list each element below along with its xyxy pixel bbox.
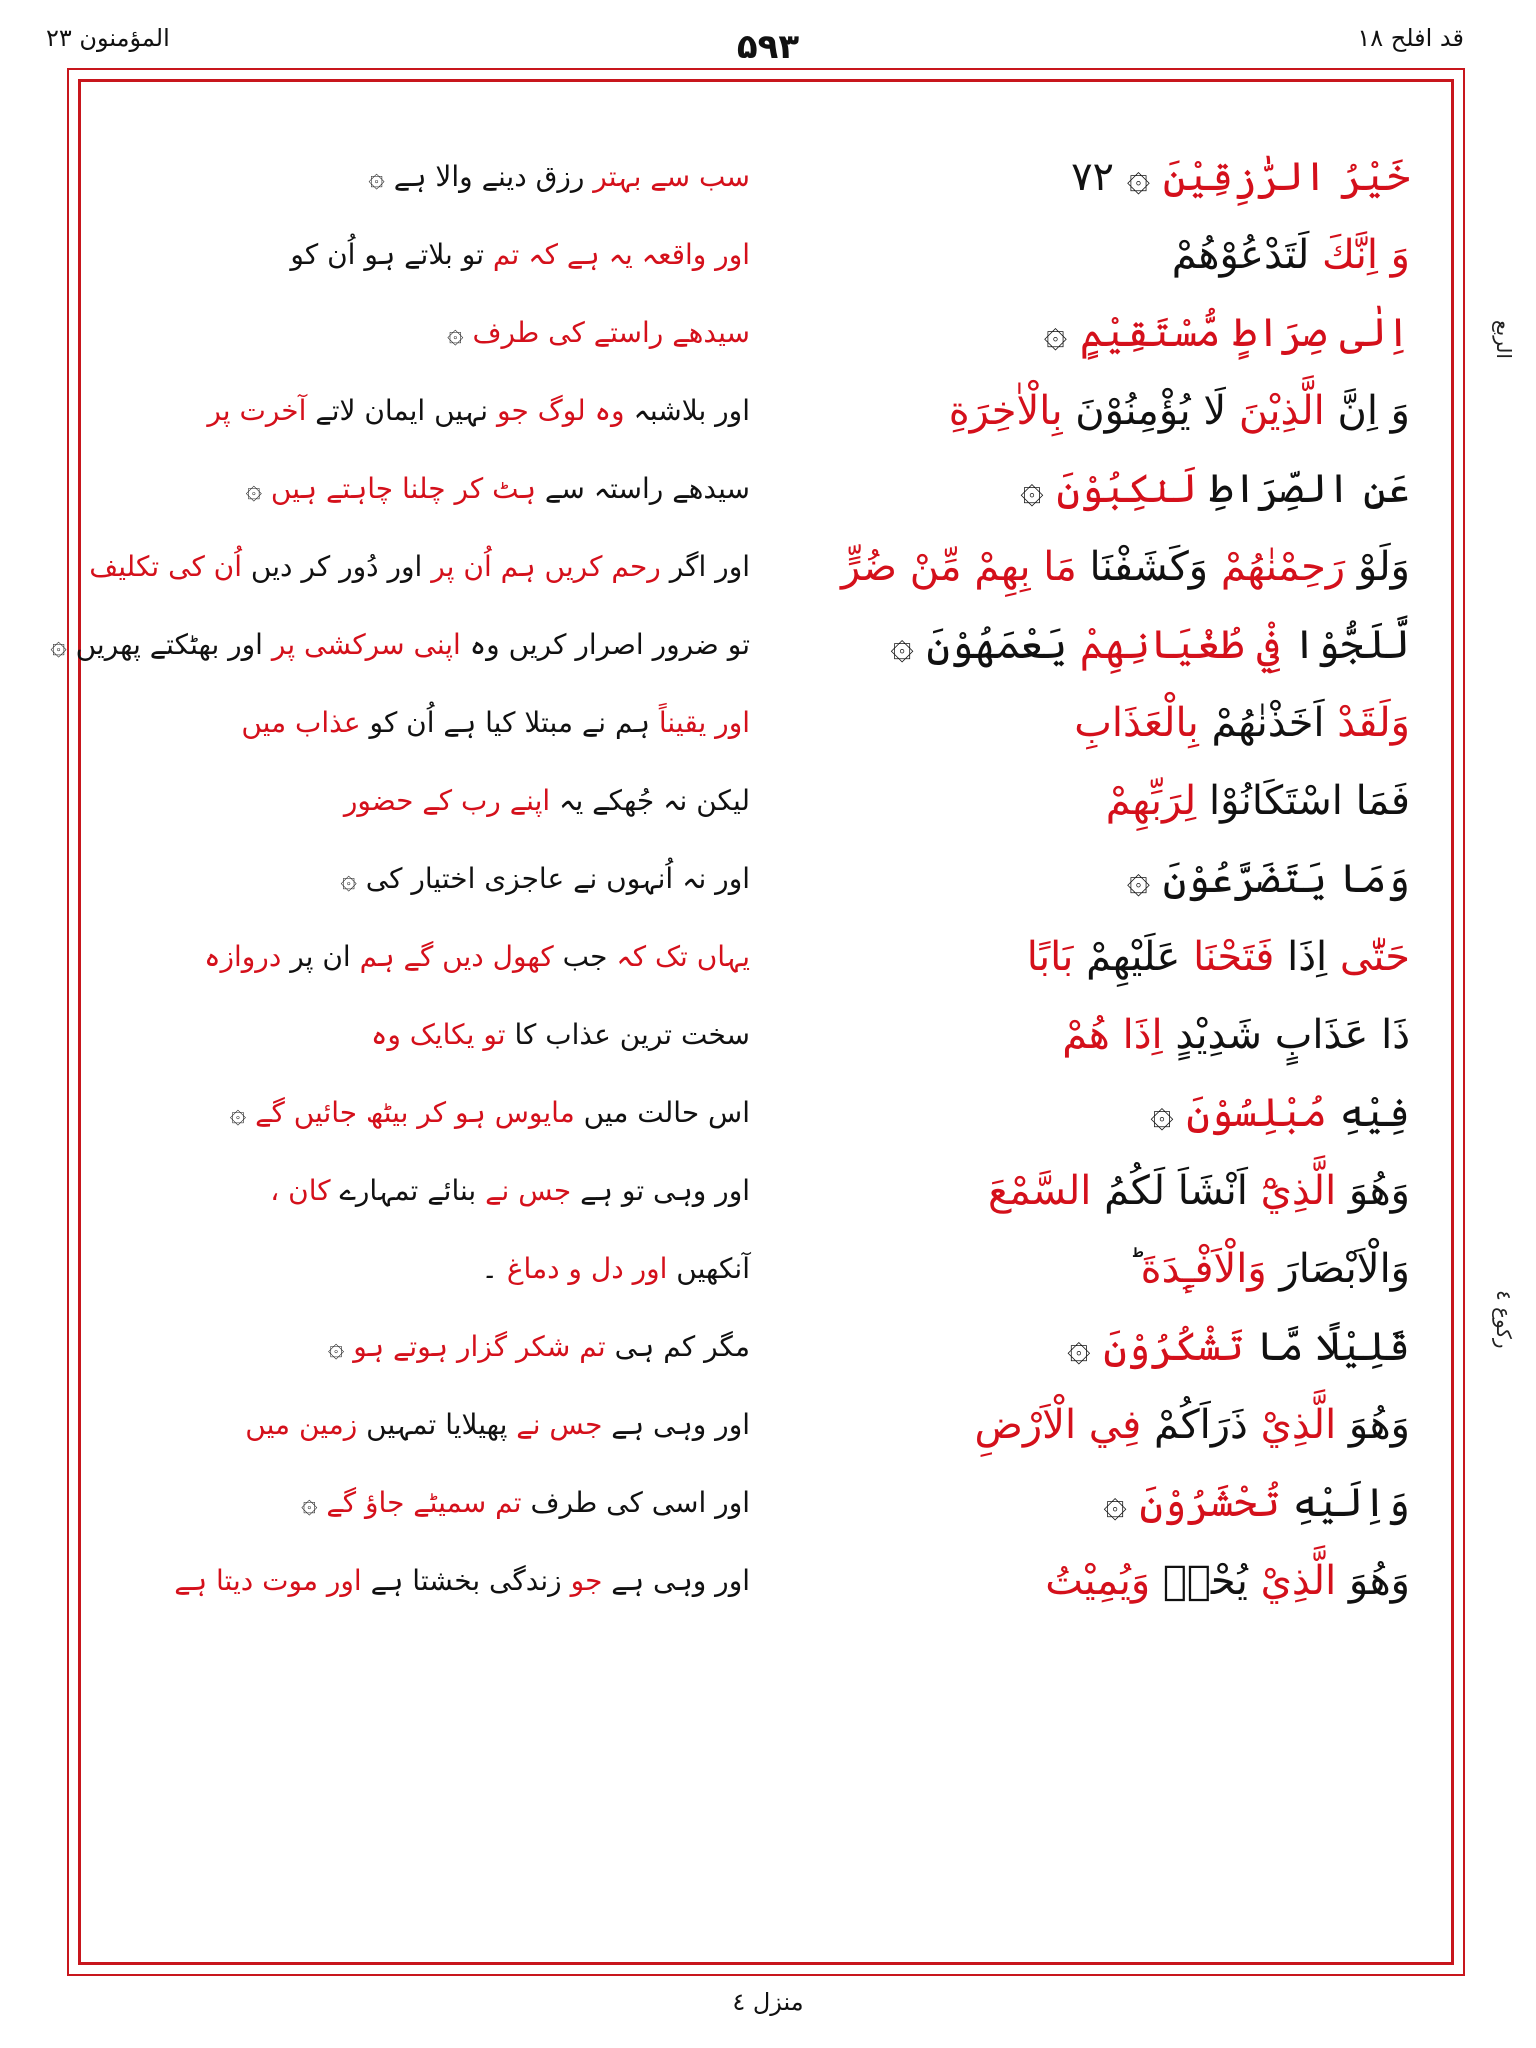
arabic-segment: ۞: [1150, 1090, 1187, 1136]
urdu-segment: اور وہی تو ہے: [571, 1174, 750, 1207]
arabic-segment: فِيْهِ: [1326, 1090, 1410, 1136]
arabic-segment: ؕ: [1127, 1246, 1141, 1292]
arabic-segment: ۞: [1043, 310, 1080, 356]
urdu-translation: [110, 372, 750, 450]
arabic-text: [800, 528, 1410, 606]
arabic-segment: ۞: [1020, 466, 1057, 512]
arabic-segment: اَخَذْنٰهُمْ: [1198, 700, 1338, 746]
urdu-segment: زمین میں: [245, 1408, 358, 1441]
arabic-text: [800, 1386, 1410, 1464]
urdu-segment: اپنی سرکشی پر: [271, 628, 461, 661]
arabic-text: [800, 762, 1410, 840]
urdu-segment: اور وہی ہے: [602, 1564, 750, 1597]
arabic-segment: وَالْاَفْـِٕدَةَ: [1140, 1246, 1267, 1292]
arabic-text: [800, 450, 1410, 528]
urdu-translation: [110, 1542, 750, 1620]
urdu-segment: رزق دینے والا ہے ۞: [368, 160, 594, 193]
header-juz-name: قد افلح ۱۸: [1357, 24, 1464, 52]
verse-row: [89, 528, 1410, 606]
verse-row: [110, 1542, 1410, 1620]
urdu-translation: [110, 918, 750, 996]
urdu-segment: کان ،: [270, 1174, 331, 1207]
arabic-text: [800, 1152, 1410, 1230]
urdu-segment: کھول دیں گے ہم: [359, 940, 554, 973]
arabic-segment: لِرَبِّهِمْ: [1105, 778, 1197, 824]
urdu-segment: اور وہی ہے: [602, 1408, 750, 1441]
arabic-segment: عَنِ الصِّرَاطِ: [1197, 466, 1410, 512]
verse-row: [110, 1230, 1410, 1308]
urdu-segment: اور دُور کر دیں: [242, 550, 432, 583]
arabic-text: [800, 606, 1410, 684]
urdu-translation: [110, 294, 750, 372]
urdu-segment: اور بلاشبہ: [624, 394, 750, 427]
arabic-segment: يَعْمَهُوْنَ ۞: [890, 622, 1080, 668]
urdu-segment: ۞: [301, 1486, 327, 1519]
urdu-segment: تو یکایک وہ: [370, 1018, 506, 1051]
urdu-segment: نہیں ایمان لاتے: [306, 394, 497, 427]
page-number: ۵۹۳: [736, 27, 800, 67]
arabic-segment: اَنْشَاَ لَكُمُ: [1091, 1168, 1261, 1214]
arabic-text: [800, 1542, 1410, 1620]
arabic-segment: حَتّٰى: [1339, 934, 1410, 980]
verse-row: [110, 138, 1410, 216]
urdu-translation: [50, 606, 750, 684]
arabic-segment: فِي الْاَرْضِ: [974, 1402, 1142, 1448]
urdu-translation: [110, 216, 750, 294]
urdu-segment: بنائے تمہارے: [330, 1174, 486, 1207]
verse-row: [110, 1074, 1410, 1152]
arabic-segment: وَمَا يَتَضَرَّعُوْنَ ۞: [1126, 856, 1410, 902]
arabic-segment: فِيْ طُغْيَانِهِمْ: [1079, 622, 1281, 668]
arabic-segment: لَّلَجُّوْا: [1280, 622, 1410, 668]
arabic-text: [800, 1230, 1410, 1308]
arabic-segment: وَيُمِيْتُ: [1045, 1558, 1151, 1604]
urdu-translation: [110, 1386, 750, 1464]
urdu-segment: مایوس ہو کر بیٹھ جائیں گے: [255, 1096, 575, 1129]
verse-row: [110, 294, 1410, 372]
urdu-translation: [110, 1152, 750, 1230]
arabic-segment: وَهُوَ: [1336, 1402, 1410, 1448]
arabic-text: [800, 684, 1410, 762]
margin-note-rub: الربع: [1492, 320, 1516, 359]
arabic-segment: ۞ ٧٢: [1071, 154, 1163, 200]
arabic-segment: وَهُوَ: [1336, 1168, 1410, 1214]
urdu-segment: ۔: [481, 1252, 507, 1285]
urdu-segment: لیکن نہ جُھکے یہ: [550, 784, 750, 817]
verse-row: [110, 1464, 1410, 1542]
arabic-segment: وَكَشَفْنَا: [1076, 544, 1221, 590]
arabic-segment: عَلَيْهِمْ: [1073, 934, 1194, 980]
arabic-segment: الَّذِيْ: [1260, 1558, 1337, 1604]
urdu-segment: اور یقیناً: [658, 706, 750, 739]
arabic-text: [800, 372, 1410, 450]
arabic-segment: مَا بِهِمْ مِّنْ ضُرٍّ: [840, 544, 1077, 590]
urdu-segment: سیدھے راستہ سے: [536, 472, 750, 505]
urdu-segment: جو: [570, 1564, 603, 1597]
arabic-segment: وَالْاَبْصَارَ: [1266, 1246, 1410, 1292]
urdu-segment: رحم کریں ہم اُن پر: [431, 550, 661, 583]
urdu-segment: ان پر: [281, 940, 360, 973]
urdu-segment: جب: [553, 940, 617, 973]
verse-row: [110, 996, 1410, 1074]
urdu-segment: جس نے: [485, 1174, 572, 1207]
urdu-segment: زندگی بخشتا ہے: [361, 1564, 571, 1597]
arabic-segment: فَتَحْنَا: [1193, 934, 1275, 980]
urdu-segment: ۞: [229, 1096, 256, 1129]
arabic-segment: لَنٰكِبُوْنَ: [1056, 466, 1198, 512]
arabic-segment: بَابًا: [1026, 934, 1074, 980]
footer-manzil: منزل ٤: [732, 1988, 804, 2016]
urdu-segment: آخرت پر: [207, 394, 307, 427]
arabic-segment: الَّذِيْ: [1260, 1402, 1337, 1448]
arabic-text: [800, 840, 1410, 918]
arabic-segment: بِالْعَذَابِ: [1074, 700, 1199, 746]
verse-row: [110, 918, 1410, 996]
urdu-segment: آنکھیں: [667, 1252, 750, 1285]
verse-row: [110, 216, 1410, 294]
urdu-segment: سخت ترین عذاب کا: [505, 1018, 750, 1051]
arabic-segment: وَ اِنَّ: [1324, 388, 1410, 434]
urdu-segment: دروازہ: [204, 940, 282, 973]
verse-row: [110, 1386, 1410, 1464]
urdu-segment: اس حالت میں: [574, 1096, 750, 1129]
arabic-text: [800, 216, 1410, 294]
arabic-segment: لَا يُؤْمِنُوْنَ: [1062, 388, 1239, 434]
arabic-segment: وَلَقَدْ: [1337, 700, 1410, 746]
urdu-segment: تو ضرور اصرار کریں وہ: [460, 628, 750, 661]
arabic-segment: خَيْرُ الرّٰزِقِيْنَ: [1162, 154, 1410, 200]
urdu-segment: اور بھٹکتے پھریں ۞: [50, 628, 272, 661]
arabic-segment: تَشْكُرُوْنَ: [1103, 1324, 1244, 1370]
urdu-translation: [110, 1464, 750, 1542]
verse-row: [110, 762, 1410, 840]
arabic-text: [800, 996, 1410, 1074]
urdu-translation: [110, 1074, 750, 1152]
margin-note-ruku: ركوع ٤: [1492, 1290, 1516, 1349]
urdu-segment: سب سے بہتر: [593, 160, 750, 193]
urdu-translation: [110, 840, 750, 918]
urdu-segment: ہٹ کر چلنا چاہتے ہیں: [270, 472, 537, 505]
urdu-translation: [110, 684, 750, 762]
urdu-translation: [110, 450, 750, 528]
arabic-segment: قَلِيْلًا مَّا: [1243, 1324, 1410, 1370]
verse-row: [110, 372, 1410, 450]
arabic-text: [800, 918, 1410, 996]
arabic-segment: رَحِمْنٰهُمْ: [1220, 544, 1346, 590]
arabic-text: [800, 294, 1410, 372]
urdu-translation: [110, 762, 750, 840]
urdu-segment: جس نے: [516, 1408, 603, 1441]
urdu-segment: پھیلایا تمہیں: [357, 1408, 517, 1441]
urdu-translation: [89, 528, 750, 606]
urdu-segment: ۞: [245, 472, 271, 505]
urdu-translation: [110, 138, 750, 216]
arabic-segment: ذَا عَذَابٍ شَدِيْدٍ: [1162, 1012, 1410, 1058]
verse-row: [50, 606, 1410, 684]
urdu-segment: سیدھے راستے کی طرف: [472, 316, 750, 349]
urdu-segment: اور واقعہ یہ ہے کہ تم: [492, 238, 750, 271]
header-surah-name: المؤمنون ۲۳: [46, 24, 170, 52]
arabic-segment: ۞: [1067, 1324, 1104, 1370]
arabic-segment: يُحْيٖ: [1150, 1558, 1261, 1604]
arabic-segment: لَتَدْعُوْهُمْ: [1171, 232, 1322, 278]
urdu-segment: اپنے رب کے حضور: [343, 784, 551, 817]
arabic-segment: الَّذِيْٓ: [1260, 1168, 1337, 1214]
urdu-translation: [110, 1230, 750, 1308]
arabic-segment: اِلٰى صِرَاطٍ مُّسْتَقِيْمٍ: [1079, 310, 1410, 356]
arabic-segment: وَ اِنَّكَ: [1322, 232, 1410, 278]
urdu-segment: یہاں تک کہ: [616, 940, 750, 973]
arabic-segment: ۞: [1103, 1480, 1140, 1526]
urdu-segment: اور اگر: [660, 550, 750, 583]
arabic-text: [800, 138, 1410, 216]
arabic-segment: مُبْلِسُوْنَ: [1186, 1090, 1327, 1136]
verse-row: [110, 1152, 1410, 1230]
arabic-segment: اِذَا: [1274, 934, 1340, 980]
urdu-translation: [110, 1308, 750, 1386]
arabic-segment: وَهُوَ: [1336, 1558, 1410, 1604]
arabic-segment: تُحْشَرُوْنَ: [1139, 1480, 1281, 1526]
urdu-segment: تم سمیٹے جاؤ گے: [326, 1486, 522, 1519]
urdu-segment: مگر کم ہی: [605, 1330, 750, 1363]
arabic-segment: ذَرَاَكُمْ: [1141, 1402, 1261, 1448]
verse-row: [110, 684, 1410, 762]
urdu-segment: اور اسی کی طرف: [521, 1486, 750, 1519]
urdu-segment: وہ لوگ جو: [496, 394, 625, 427]
urdu-segment: اُن کی تکلیف: [89, 550, 243, 583]
arabic-text: [800, 1308, 1410, 1386]
arabic-segment: فَمَا اسْتَكَانُوْا: [1196, 778, 1410, 824]
arabic-segment: السَّمْعَ: [988, 1168, 1092, 1214]
verse-row: [110, 450, 1410, 528]
urdu-segment: ۞: [447, 316, 473, 349]
verse-row: [110, 1308, 1410, 1386]
urdu-segment: اور موت دیتا ہے: [174, 1564, 362, 1597]
arabic-segment: الَّذِيْنَ: [1238, 388, 1325, 434]
arabic-text: [800, 1074, 1410, 1152]
urdu-segment: عذاب میں: [241, 706, 361, 739]
arabic-segment: وَاِلَيْهِ: [1280, 1480, 1410, 1526]
urdu-segment: ہم نے مبتلا کیا ہے اُن کو: [360, 706, 659, 739]
arabic-text: [800, 1464, 1410, 1542]
urdu-segment: اور دل و دماغ: [506, 1252, 668, 1285]
urdu-translation: [110, 996, 750, 1074]
urdu-segment: اور نہ اُنہوں نے عاجزی اختیار کی ۞: [340, 862, 750, 895]
urdu-segment: ۞: [327, 1330, 354, 1363]
urdu-segment: تو بلاتے ہو اُن کو: [290, 238, 493, 271]
verse-row: [110, 840, 1410, 918]
arabic-segment: بِالْاٰخِرَةِ: [948, 388, 1063, 434]
arabic-segment: اِذَا هُمْ: [1062, 1012, 1163, 1058]
arabic-segment: وَلَوْ: [1345, 544, 1410, 590]
urdu-segment: تم شکر گزار ہوتے ہو: [353, 1330, 606, 1363]
